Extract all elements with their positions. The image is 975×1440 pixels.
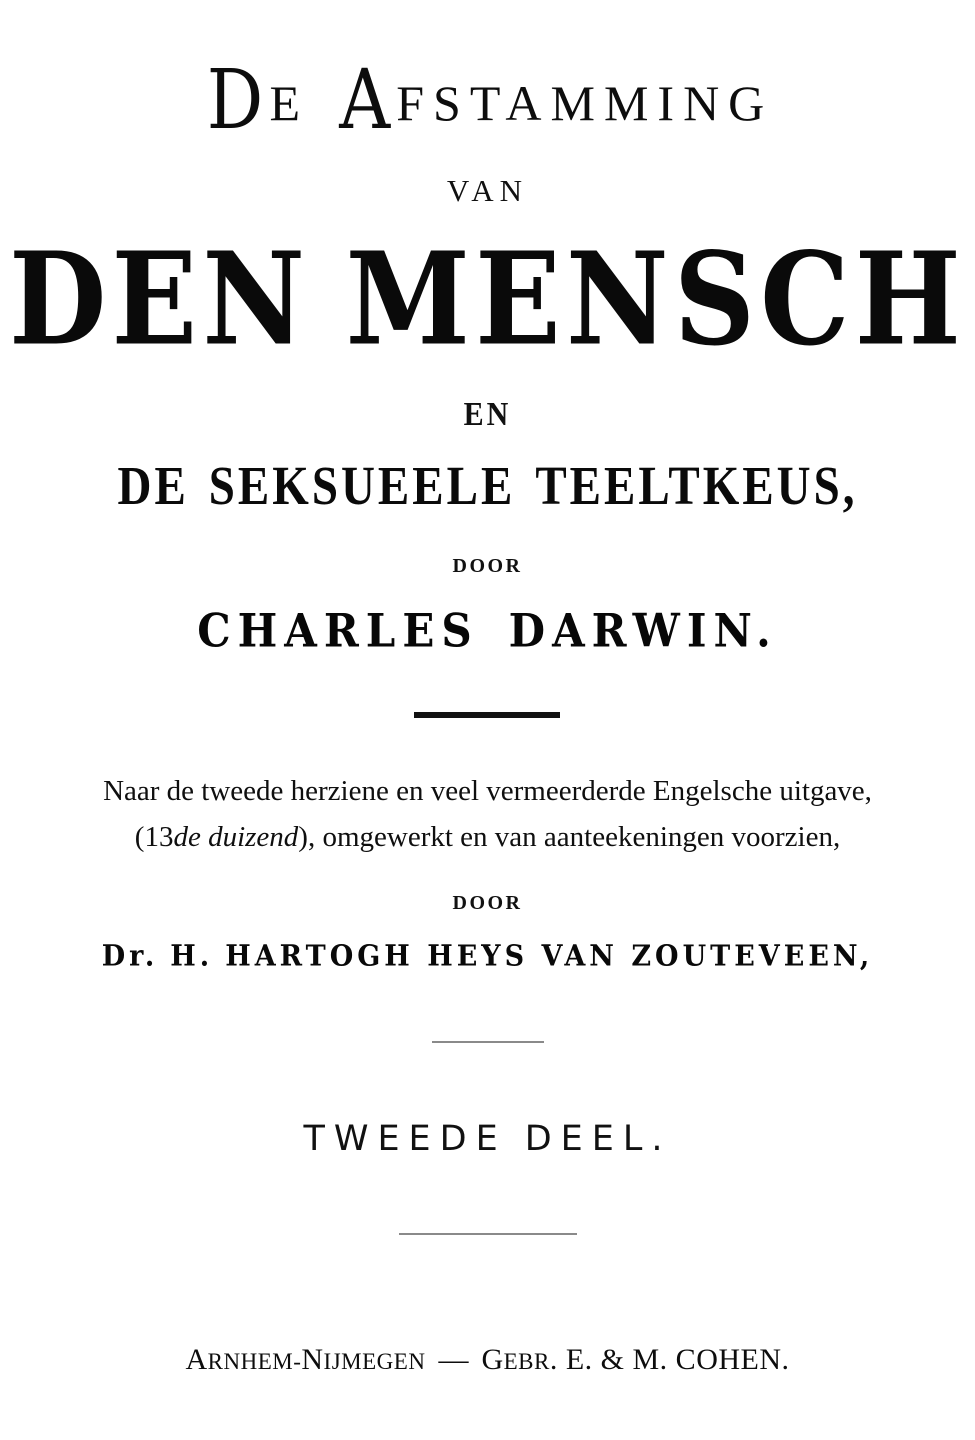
author-last-name: DARWIN. <box>508 603 778 658</box>
subtitle-word3: TEELTKEUS, <box>535 456 858 517</box>
subtitle-word1: DE <box>117 456 189 517</box>
imprint-city-initial: A <box>185 1343 208 1376</box>
edition-note-italic: de duizend <box>173 821 299 853</box>
imprint-em-dash: — <box>438 1343 469 1376</box>
imprint-publisher-initial: G <box>481 1343 504 1376</box>
main-title-word1: DEN <box>8 225 311 375</box>
title-connector-van: VAN <box>446 173 529 208</box>
translator-title: Dr. <box>101 939 159 973</box>
volume-word1: TWEEDE <box>303 1119 507 1159</box>
subtitle <box>0 456 975 517</box>
imprint-publisher-rest: EBR <box>503 1349 550 1374</box>
imprint-hyphen: - <box>293 1349 302 1374</box>
divider-rule-thin-lower <box>399 1233 577 1235</box>
volume-designation <box>0 1119 975 1159</box>
translator-by-label: DOOR <box>452 892 523 914</box>
ornamental-title-line <box>0 52 975 148</box>
translator-initial: H. <box>170 939 214 973</box>
translator-surname: HARTOGH HEYS VAN ZOUTEVEEN, <box>225 939 874 973</box>
main-title <box>0 225 975 375</box>
divider-rule-thick <box>414 712 560 718</box>
edition-note-prefix: (13 <box>134 821 174 853</box>
ornamental-initial-d: D <box>206 53 265 148</box>
author-by-label: DOOR <box>452 555 523 577</box>
ornamental-title-word2-rest: FSTAMMING <box>396 75 774 131</box>
imprint-city2-initial: N <box>301 1343 324 1376</box>
ornamental-initial-a: A <box>339 53 392 148</box>
imprint-publisher-names: . E. & M. COHEN. <box>549 1343 790 1376</box>
author-name <box>0 603 975 658</box>
divider-rule-thin-upper <box>432 1041 544 1043</box>
subtitle-word2: SEKSUEELE <box>208 456 516 517</box>
edition-note-suffix: ), omgewerkt en van aanteekeningen voorzien, <box>298 821 841 853</box>
edition-note-line-2 <box>0 814 975 860</box>
title-connector-en: EN <box>463 395 512 433</box>
ornamental-title-word1-rest: E <box>269 75 310 131</box>
publisher-imprint <box>0 1345 975 1375</box>
edition-note-line-1: Naar de tweede herziene en veel vermeerderde Engelsche uitgave, <box>103 775 872 807</box>
imprint-city2-rest: IJMEGEN <box>323 1349 426 1374</box>
translator-name <box>0 939 975 973</box>
main-title-word2: MENSCH <box>345 225 967 375</box>
volume-word2: DEEL. <box>524 1119 672 1159</box>
imprint-city-rest: RNHEM <box>207 1349 294 1374</box>
author-first-name: CHARLES <box>197 603 479 658</box>
